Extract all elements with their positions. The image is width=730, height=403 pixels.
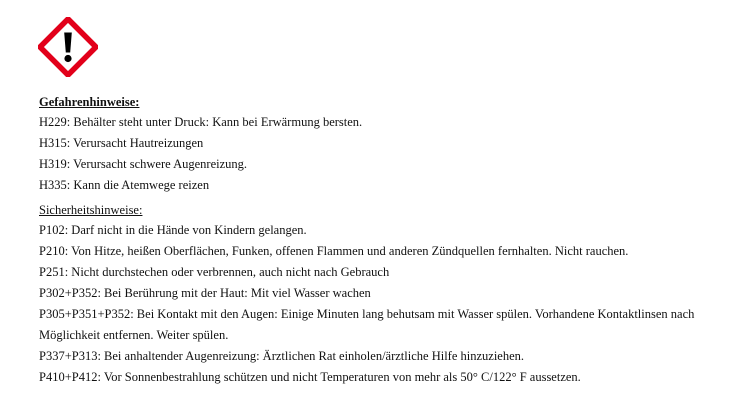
precautionary-statement-p251: P251: Nicht durchstechen oder verbrennen, auch nicht nach Gebrauch [39,265,390,279]
ghs-exclamation-mark-icon [38,17,98,77]
hazard-statement-h229: H229: Behälter steht unter Druck: Kann bei Erwärmung bersten. [39,115,363,129]
exclamation-dot [64,55,71,62]
hazard-statement-h315: H315: Verursacht Hautreizungen [39,136,204,150]
precautionary-statement-p210: P210: Von Hitze, heißen Oberflächen, Funken, offenen Flammen und anderen Zündquellen fernhalten. Nicht rauchen. [39,244,629,258]
precautionary-statement-p410-p412: P410+P412: Vor Sonnenbestrahlung schützen und nicht Temperaturen von mehr als 50° C/122° F aussetzen. [39,370,581,384]
hazard-statements-heading: Gefahrenhinweise: [39,95,140,109]
precautionary-statement-p305-p351-p352: P305+P351+P352: Bei Kontakt mit den Augen: Einige Minuten lang behutsam mit Wasser spülen. Vorhandene Kontaktlinsen nach Möglichkeit entfernen. Weiter spülen. [39,307,695,342]
hazard-diamond-svg [38,17,98,77]
precautionary-statement-p302-p352: P302+P352: Bei Berührung mit der Haut: Mit viel Wasser wachen [39,286,371,300]
label-text-block [39,92,724,388]
hazard-statement-h335: H335: Kann die Atemwege reizen [39,178,210,192]
precautionary-statement-p102: P102: Darf nicht in die Hände von Kindern gelangen. [39,223,307,237]
precautionary-statements-heading: Sicherheitshinweise: [39,203,143,217]
hazard-statement-h319: H319: Verursacht schwere Augenreizung. [39,157,248,171]
precautionary-statement-p337-p313: P337+P313: Bei anhaltender Augenreizung: Ärztlichen Rat einholen/ärztliche Hilfe hinzuziehen. [39,349,525,363]
